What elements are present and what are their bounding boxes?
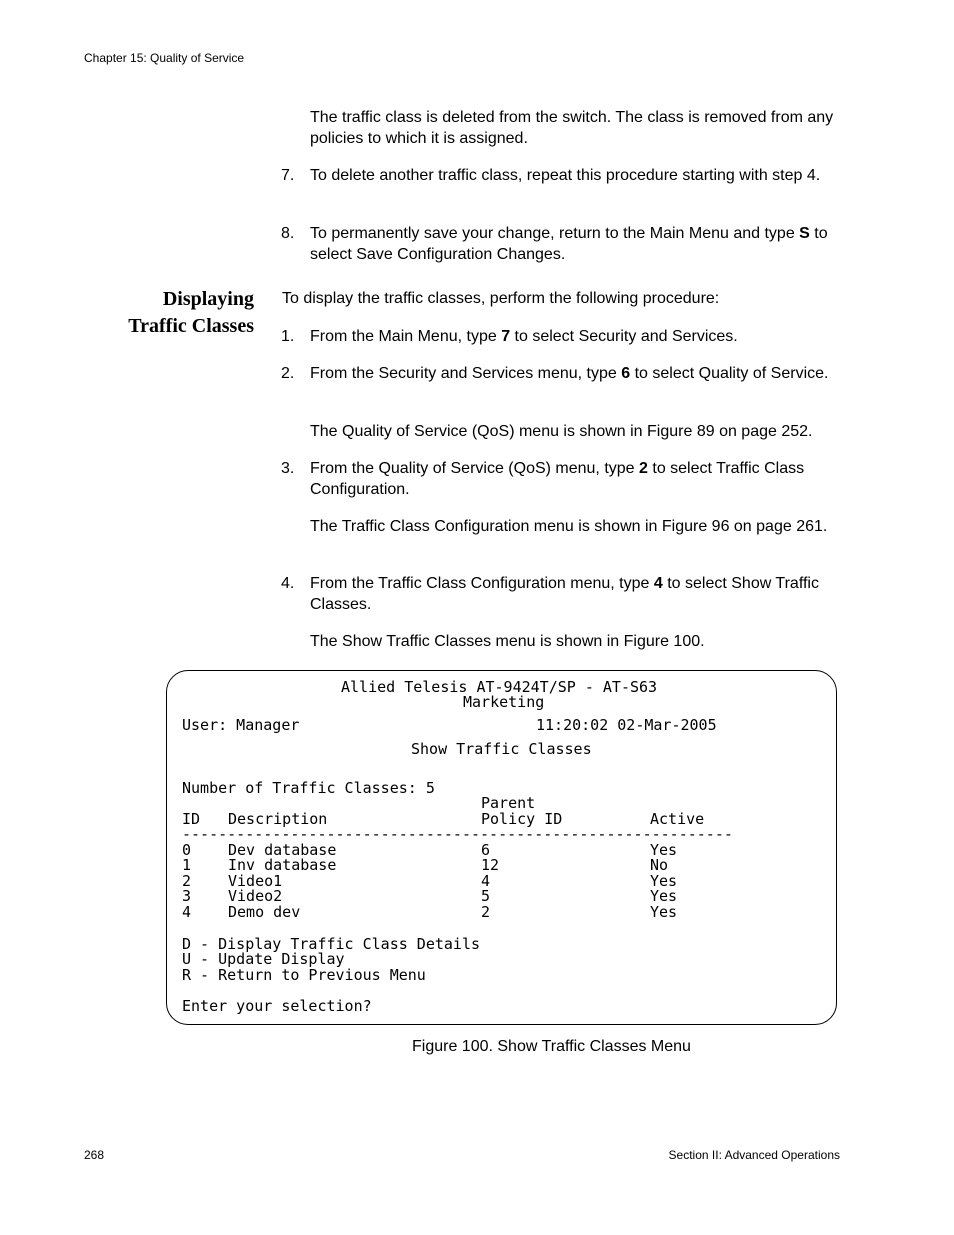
heading-line-1: Displaying	[162, 288, 254, 310]
option-display-details[interactable]: D - Display Traffic Class Details	[182, 935, 481, 953]
column-header-id: ID	[182, 810, 201, 828]
row-description: Video1	[228, 872, 283, 890]
row-active: Yes	[650, 872, 678, 890]
step-4-text-a: From the Traffic Class Configuration menu, type	[310, 575, 654, 592]
table-separator: -------------------------------------------------------------	[182, 825, 733, 843]
row-id: 3	[182, 887, 192, 905]
terminal-title: Allied Telesis AT-9424T/SP - AT-S63	[341, 678, 658, 696]
row-description: Inv database	[228, 856, 337, 874]
step-1-key: 7	[501, 328, 511, 345]
heading-line-2: Traffic Classes	[128, 315, 254, 337]
step-3-key: 2	[639, 460, 648, 477]
step-8-text-a: To permanently save your change, return to the Main Menu and type	[310, 225, 800, 242]
step-2-note: The Quality of Service (QoS) menu is shown in Figure 89 on page 252.	[310, 423, 813, 440]
step-2-number: 2.	[281, 365, 295, 382]
step-8-number: 8.	[281, 225, 295, 242]
step-2-key: 6	[621, 365, 631, 382]
row-policy-id: 4	[481, 872, 491, 890]
step-4-text	[310, 574, 850, 615]
option-update-display[interactable]: U - Update Display	[182, 950, 345, 968]
row-active: Yes	[650, 903, 678, 921]
row-policy-id: 5	[481, 887, 491, 905]
row-description: Video2	[228, 887, 283, 905]
row-active: Yes	[650, 887, 678, 905]
row-active: No	[650, 856, 669, 874]
step-2-text-a: From the Security and Services menu, type	[310, 365, 622, 382]
option-return-previous[interactable]: R - Return to Previous Menu	[182, 966, 426, 984]
column-header-parent: Parent	[481, 794, 536, 812]
step-1-text	[310, 327, 850, 348]
step-2-text	[310, 364, 850, 385]
step-4-number: 4.	[281, 575, 295, 592]
step-3-text-a: From the Quality of Service (QoS) menu, type	[310, 460, 640, 477]
chapter-header: Chapter 15: Quality of Service	[84, 51, 245, 65]
terminal-subtitle: Marketing	[463, 693, 545, 711]
step-1-text-a: From the Main Menu, type	[310, 328, 502, 345]
step-7-text: To delete another traffic class, repeat this procedure starting with step 4.	[310, 167, 821, 184]
terminal-menu-title: Show Traffic Classes	[411, 740, 592, 758]
row-id: 0	[182, 841, 192, 859]
row-description: Demo dev	[228, 903, 301, 921]
terminal-user: User: Manager	[182, 716, 300, 734]
step-7-number: 7.	[281, 167, 295, 184]
step-2-text-b: to select Quality of Service.	[630, 365, 829, 382]
row-id: 1	[182, 856, 192, 874]
row-active: Yes	[650, 841, 678, 859]
step-1-text-b: to select Security and Services.	[510, 328, 738, 345]
column-header-description: Description	[228, 810, 328, 828]
selection-prompt[interactable]: Enter your selection?	[182, 997, 372, 1015]
row-policy-id: 12	[481, 856, 500, 874]
step-8-text	[310, 224, 850, 265]
row-description: Dev database	[228, 841, 337, 859]
section-footer: Section II: Advanced Operations	[668, 1148, 840, 1162]
step-8-text-b: to select Save Configuration Changes.	[310, 225, 828, 263]
step-3-text-b: to select Traffic Class Configuration.	[310, 460, 805, 498]
column-header-active: Active	[650, 810, 705, 828]
step-4-text-b: to select Show Traffic Classes.	[310, 575, 819, 613]
section-heading	[128, 286, 254, 340]
row-policy-id: 6	[481, 841, 491, 859]
terminal-datetime: 11:20:02 02-Mar-2005	[536, 716, 717, 734]
traffic-class-count: Number of Traffic Classes: 5	[182, 779, 435, 797]
step-3-text	[310, 459, 850, 500]
section-intro: To display the traffic classes, perform the following procedure:	[282, 290, 720, 307]
step-4-key: 4	[653, 575, 663, 592]
row-policy-id: 2	[481, 903, 491, 921]
terminal-screen	[166, 670, 837, 1025]
row-id: 4	[182, 903, 192, 921]
column-header-policy-id: Policy ID	[481, 810, 563, 828]
figure-caption: Figure 100. Show Traffic Classes Menu	[412, 1038, 691, 1055]
row-id: 2	[182, 872, 192, 890]
step-3-note: The Traffic Class Configuration menu is shown in Figure 96 on page 261.	[310, 518, 828, 535]
step-8-key: S	[799, 225, 810, 242]
step-3-number: 3.	[281, 460, 295, 477]
step-4-note: The Show Traffic Classes menu is shown in Figure 100.	[310, 633, 705, 650]
page-number: 268	[84, 1148, 105, 1162]
deleted-note: The traffic class is deleted from the switch. The class is removed from any policies to which it is assigned.	[310, 109, 834, 147]
step-1-number: 1.	[281, 328, 295, 345]
